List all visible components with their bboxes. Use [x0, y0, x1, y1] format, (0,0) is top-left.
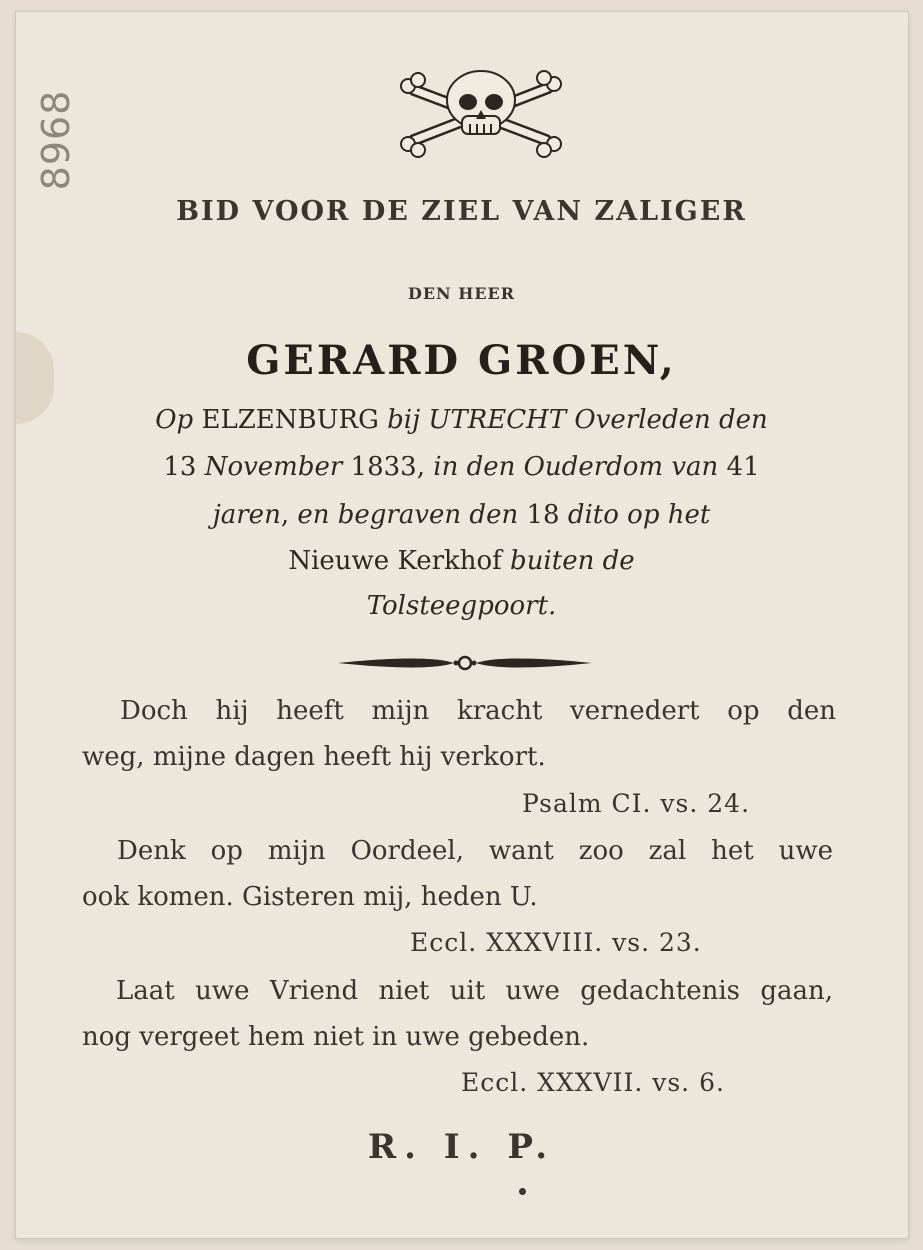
bio-text: UTRECHT	[420, 405, 575, 435]
bio-text: 41	[718, 452, 760, 482]
verse-3-line-2: nog vergeet hem niet in uwe gebeden.	[82, 1022, 590, 1052]
bio-text: 18	[518, 500, 568, 530]
bio-text: bij	[387, 405, 421, 435]
verse-3-line-1: Laat uwe Vriend niet uit uwe gedachtenis gaan,	[116, 976, 833, 1006]
verse-1-line-1: Doch hij heeft mijn kracht vernedert op den	[120, 696, 836, 726]
bio-text: 1833,	[342, 452, 434, 482]
bio-text: dito op het	[567, 500, 711, 530]
bio-line-1	[0, 405, 923, 435]
ornament-dot	[519, 1188, 526, 1195]
bio-text: Op	[155, 405, 194, 435]
verse-2-line-2: ook komen. Gisteren mij, heden U.	[82, 882, 538, 912]
bio-line-5	[0, 591, 923, 621]
bio-text: buiten de	[510, 546, 635, 576]
bio-line-4	[0, 546, 923, 576]
bio-text: Overleden den	[574, 405, 768, 435]
verse-1-reference: Psalm CI. vs. 24.	[522, 789, 751, 818]
bio-text: ELZENBURG	[193, 405, 388, 435]
bio-line-2	[0, 452, 923, 482]
bio-text: en begraven den	[297, 500, 519, 530]
verse-2-line-1: Denk op mijn Oordeel, want zoo zal het uwe	[117, 836, 833, 866]
bio-line-3	[0, 500, 923, 530]
deceased-name: GERARD GROEN,	[246, 337, 677, 384]
bio-text: ,	[280, 500, 298, 530]
bio-text: in den Ouderdom van	[433, 452, 719, 482]
bio-text: Tolsteegpoort.	[366, 591, 557, 621]
ornamental-divider	[336, 653, 594, 673]
rip-closing: R. I. P.	[367, 1127, 556, 1167]
verse-2-reference: Eccl. XXXVIII. vs. 23.	[410, 928, 702, 957]
verse-1-line-2: weg, mijne dagen heeft hij verkort.	[82, 742, 546, 772]
bio-text: Nieuwe Kerkhof	[288, 546, 511, 576]
bio-text: jaren	[212, 500, 281, 530]
subheading: DEN HEER	[407, 284, 516, 303]
archive-number: 8968	[34, 89, 78, 191]
bio-text: November	[204, 452, 343, 482]
skull-crossbones-icon	[396, 66, 566, 158]
heading: BID VOOR DE ZIEL VAN ZALIGER	[176, 196, 747, 227]
bio-text: 13	[163, 452, 205, 482]
verse-3-reference: Eccl. XXXVII. vs. 6.	[461, 1068, 725, 1097]
